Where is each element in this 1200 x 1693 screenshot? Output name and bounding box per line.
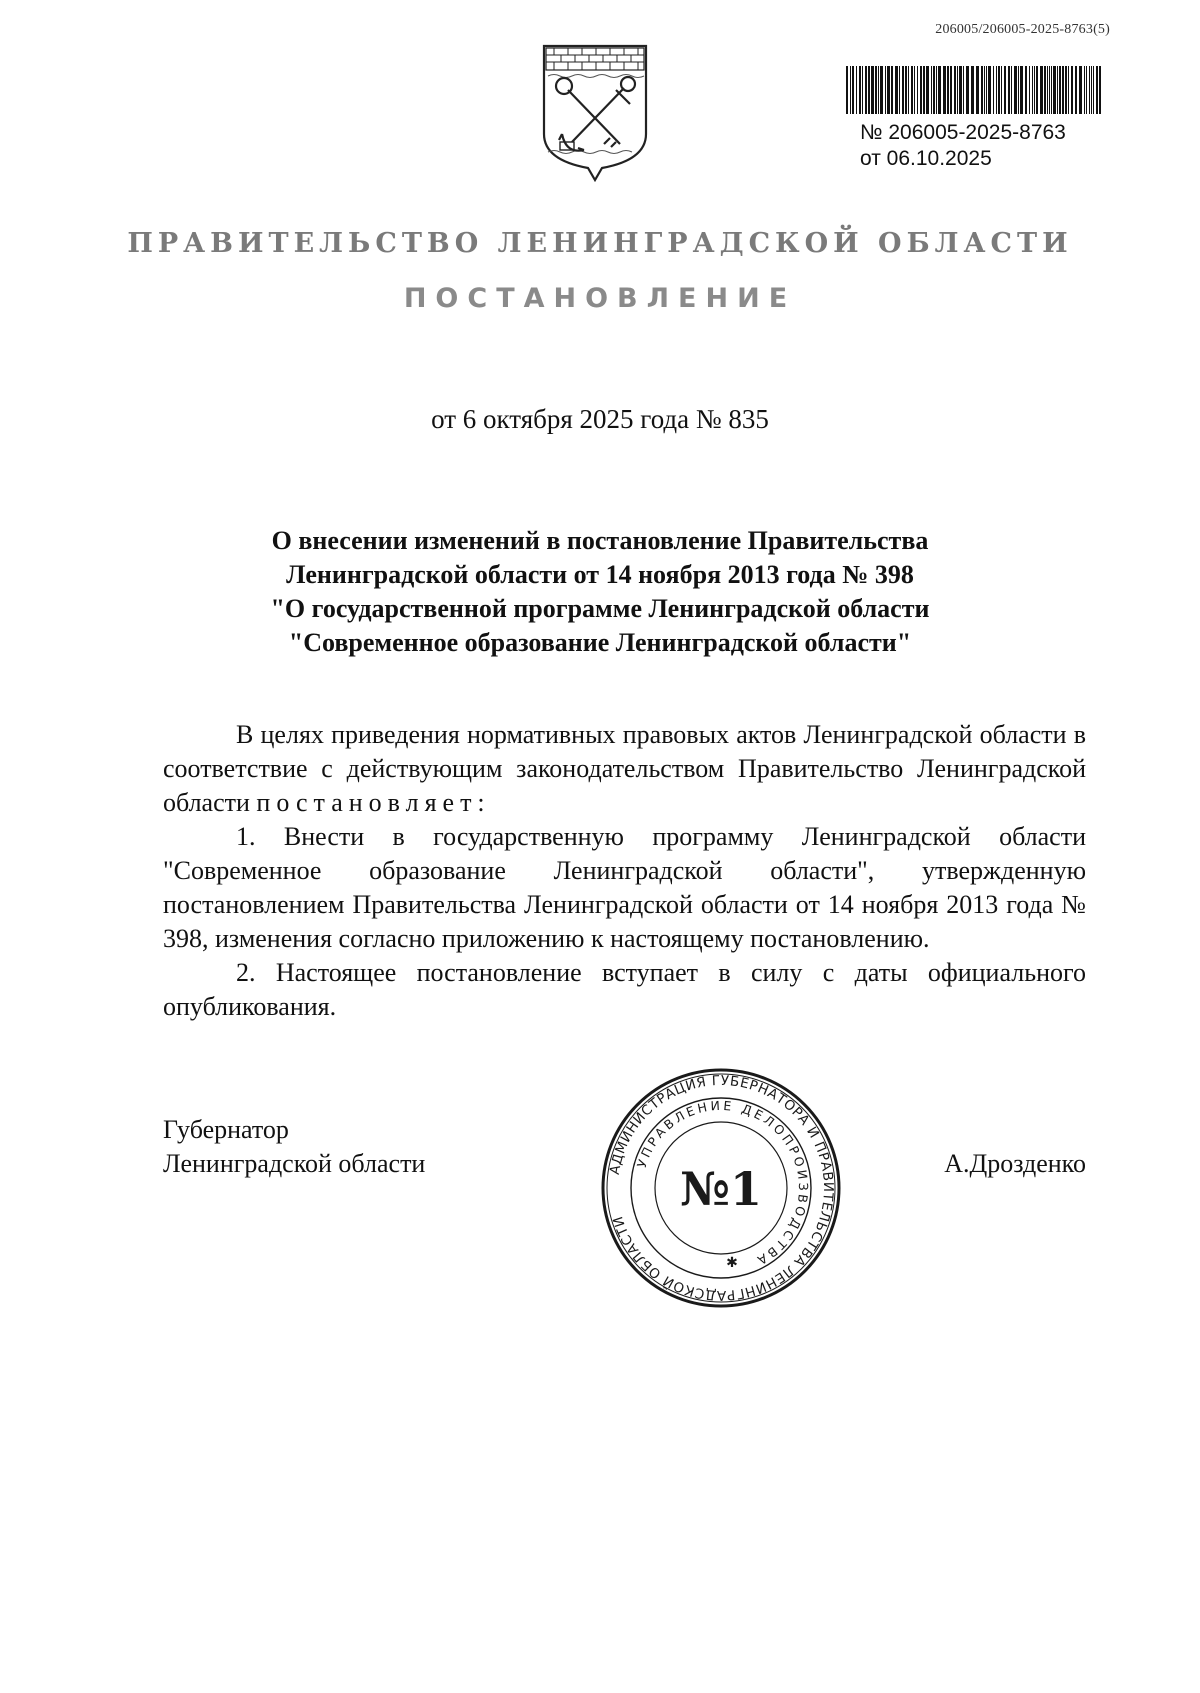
barcode-bar [1051,66,1052,114]
decree-title: ПОСТАНОВЛЕНИЕ [403,283,797,314]
barcode-bar [852,66,854,114]
signer-name: А.Дрозденко [944,1149,1086,1178]
barcode-bar [1020,66,1023,114]
item-2-paragraph: 2. Настоящее постановление вступает в силу с даты официального опубликования. [163,958,1086,1021]
decree-subject [150,524,1050,660]
barcode-bar [993,66,994,114]
barcode-bar [943,66,946,114]
barcode-bar [1096,66,1098,114]
decree-body [163,718,1086,1024]
barcode-bar [1044,66,1046,114]
barcode-bar [908,66,909,114]
barcode-bar [938,66,941,114]
registration-date: от 06.10.2025 [860,147,992,170]
government-title: ПРАВИТЕЛЬСТВО ЛЕНИНГРАДСКОЙ ОБЛАСТИ [127,228,1073,259]
subject-line: Ленинградской области от 14 ноября 2013 года № 398 [286,560,914,589]
barcode-bar [976,66,979,114]
barcode-bar [846,66,848,114]
barcode-bar [871,66,874,114]
barcode-bar [1089,66,1090,114]
barcode-bar [1018,66,1019,114]
barcode-bar [950,66,952,114]
barcode-bar [988,66,991,114]
barcode-bar [899,66,900,114]
barcode-bar [1049,66,1050,114]
barcode-bar [859,66,861,114]
barcode-bar [954,66,956,114]
barcode-bar [947,66,949,114]
subject-line: "Современное образование Ленинградской области" [288,628,912,657]
item-1-paragraph: 1. Внести в государственную программу Ленинградской области "Современное образование Ленинградской области", утвержденную постановлением Правительства Ленинградской области от 14 ноября 2013 года № 398, изменения согласно приложению к настоящему постановлению. [163,822,1086,953]
barcode-bar [880,66,883,114]
barcode-bar [878,66,879,114]
barcode-bar [936,66,937,114]
barcode-bar [1036,66,1038,114]
barcode-bar [926,66,929,114]
barcode-bar [971,66,974,114]
signer-position [163,1113,425,1181]
barcode-bar [885,66,886,114]
barcode-bar [957,66,958,114]
barcode-bar [1025,66,1027,114]
barcode-bar [931,66,932,114]
barcode-bar [1032,66,1033,114]
preamble-text: В целях приведения нормативных правовых актов Ленинградской области в соответствие с действующим законодательством Правительство Ленинградской области [163,720,1086,817]
seal-star-icon: ✱ [726,1255,738,1271]
barcode-bar [1029,66,1030,114]
barcode-bar [1068,66,1069,114]
registration-block [860,120,1120,172]
barcode-bar [1084,66,1085,114]
barcode-bar [1086,66,1087,114]
barcode-bar [1057,66,1058,114]
barcode-bar [1040,66,1043,114]
barcode-bar [959,66,962,114]
preamble-paragraph [163,718,1086,820]
barcode-bar [933,66,935,114]
barcode-bar [996,66,997,114]
barcode-bar [1034,66,1035,114]
barcode-bar [862,66,863,114]
signer-position-line: Ленинградской области [163,1149,426,1178]
barcode-bar [966,66,969,114]
barcode-bar [963,66,964,114]
barcode-bar [923,66,925,114]
barcode-bar [1062,66,1064,114]
document-code: 206005/206005-2025-8763(5) [935,22,1110,37]
barcode-bar [1075,66,1077,114]
barcode-bar [1071,66,1073,114]
barcode-bar [875,66,877,114]
barcode-bar [905,66,907,114]
subject-line: О внесении изменений в постановление Правительства [271,526,929,555]
decree-date-number: от 6 октября 2025 года № 835 [431,404,769,434]
barcode-bar [1065,66,1067,114]
barcode-bar [850,66,851,114]
barcode-bar [895,66,898,114]
signer-position-line: Губернатор [163,1115,289,1144]
barcode-icon [846,66,1103,114]
leningrad-oblast-coat-of-arms-icon [540,42,650,182]
barcode-bar [1079,66,1082,114]
barcode-bar [1047,66,1048,114]
barcode-bar [986,66,987,114]
barcode-bar [1011,66,1012,114]
seal-inner-text: УПРАВЛЕНИЕ ДЕЛОПРОИЗВОДСТВА [633,1097,812,1270]
barcode-bar [984,66,985,114]
barcode-bar [1004,66,1006,114]
barcode-bar [920,66,922,114]
registration-number: № 206005-2025-8763 [860,121,1066,144]
seal-outer-text: АДМИНИСТРАЦИЯ ГУБЕРНАТОРА И ПРАВИТЕЛЬСТВА ЛЕНИНГРАДСКОЙ ОБЛАСТИ [606,1072,837,1304]
subject-line: "О государственной программе Ленинградской области [270,594,930,623]
barcode-bar [914,66,915,114]
barcode-bar [1059,66,1061,114]
preamble-action: постановляет: [256,788,491,817]
barcode-bar [868,66,870,114]
barcode-bar [1014,66,1017,114]
seal-center-number: №1 [679,1162,763,1216]
barcode-bar [1099,66,1101,114]
barcode-bar [887,66,890,114]
barcode-bar [1008,66,1010,114]
barcode-bar [1093,66,1094,114]
barcode-bar [1091,66,1092,114]
barcode-bar [1053,66,1056,114]
barcode-bar [865,66,867,114]
barcode-bar [998,66,1000,114]
barcode-bar [891,66,893,114]
barcode-bar [1001,66,1002,114]
barcode-bar [981,66,983,114]
barcode-bar [911,66,913,114]
barcode-bar [856,66,857,114]
official-seal-icon [600,1067,842,1309]
barcode-bar [917,66,918,114]
barcode-bar [902,66,904,114]
